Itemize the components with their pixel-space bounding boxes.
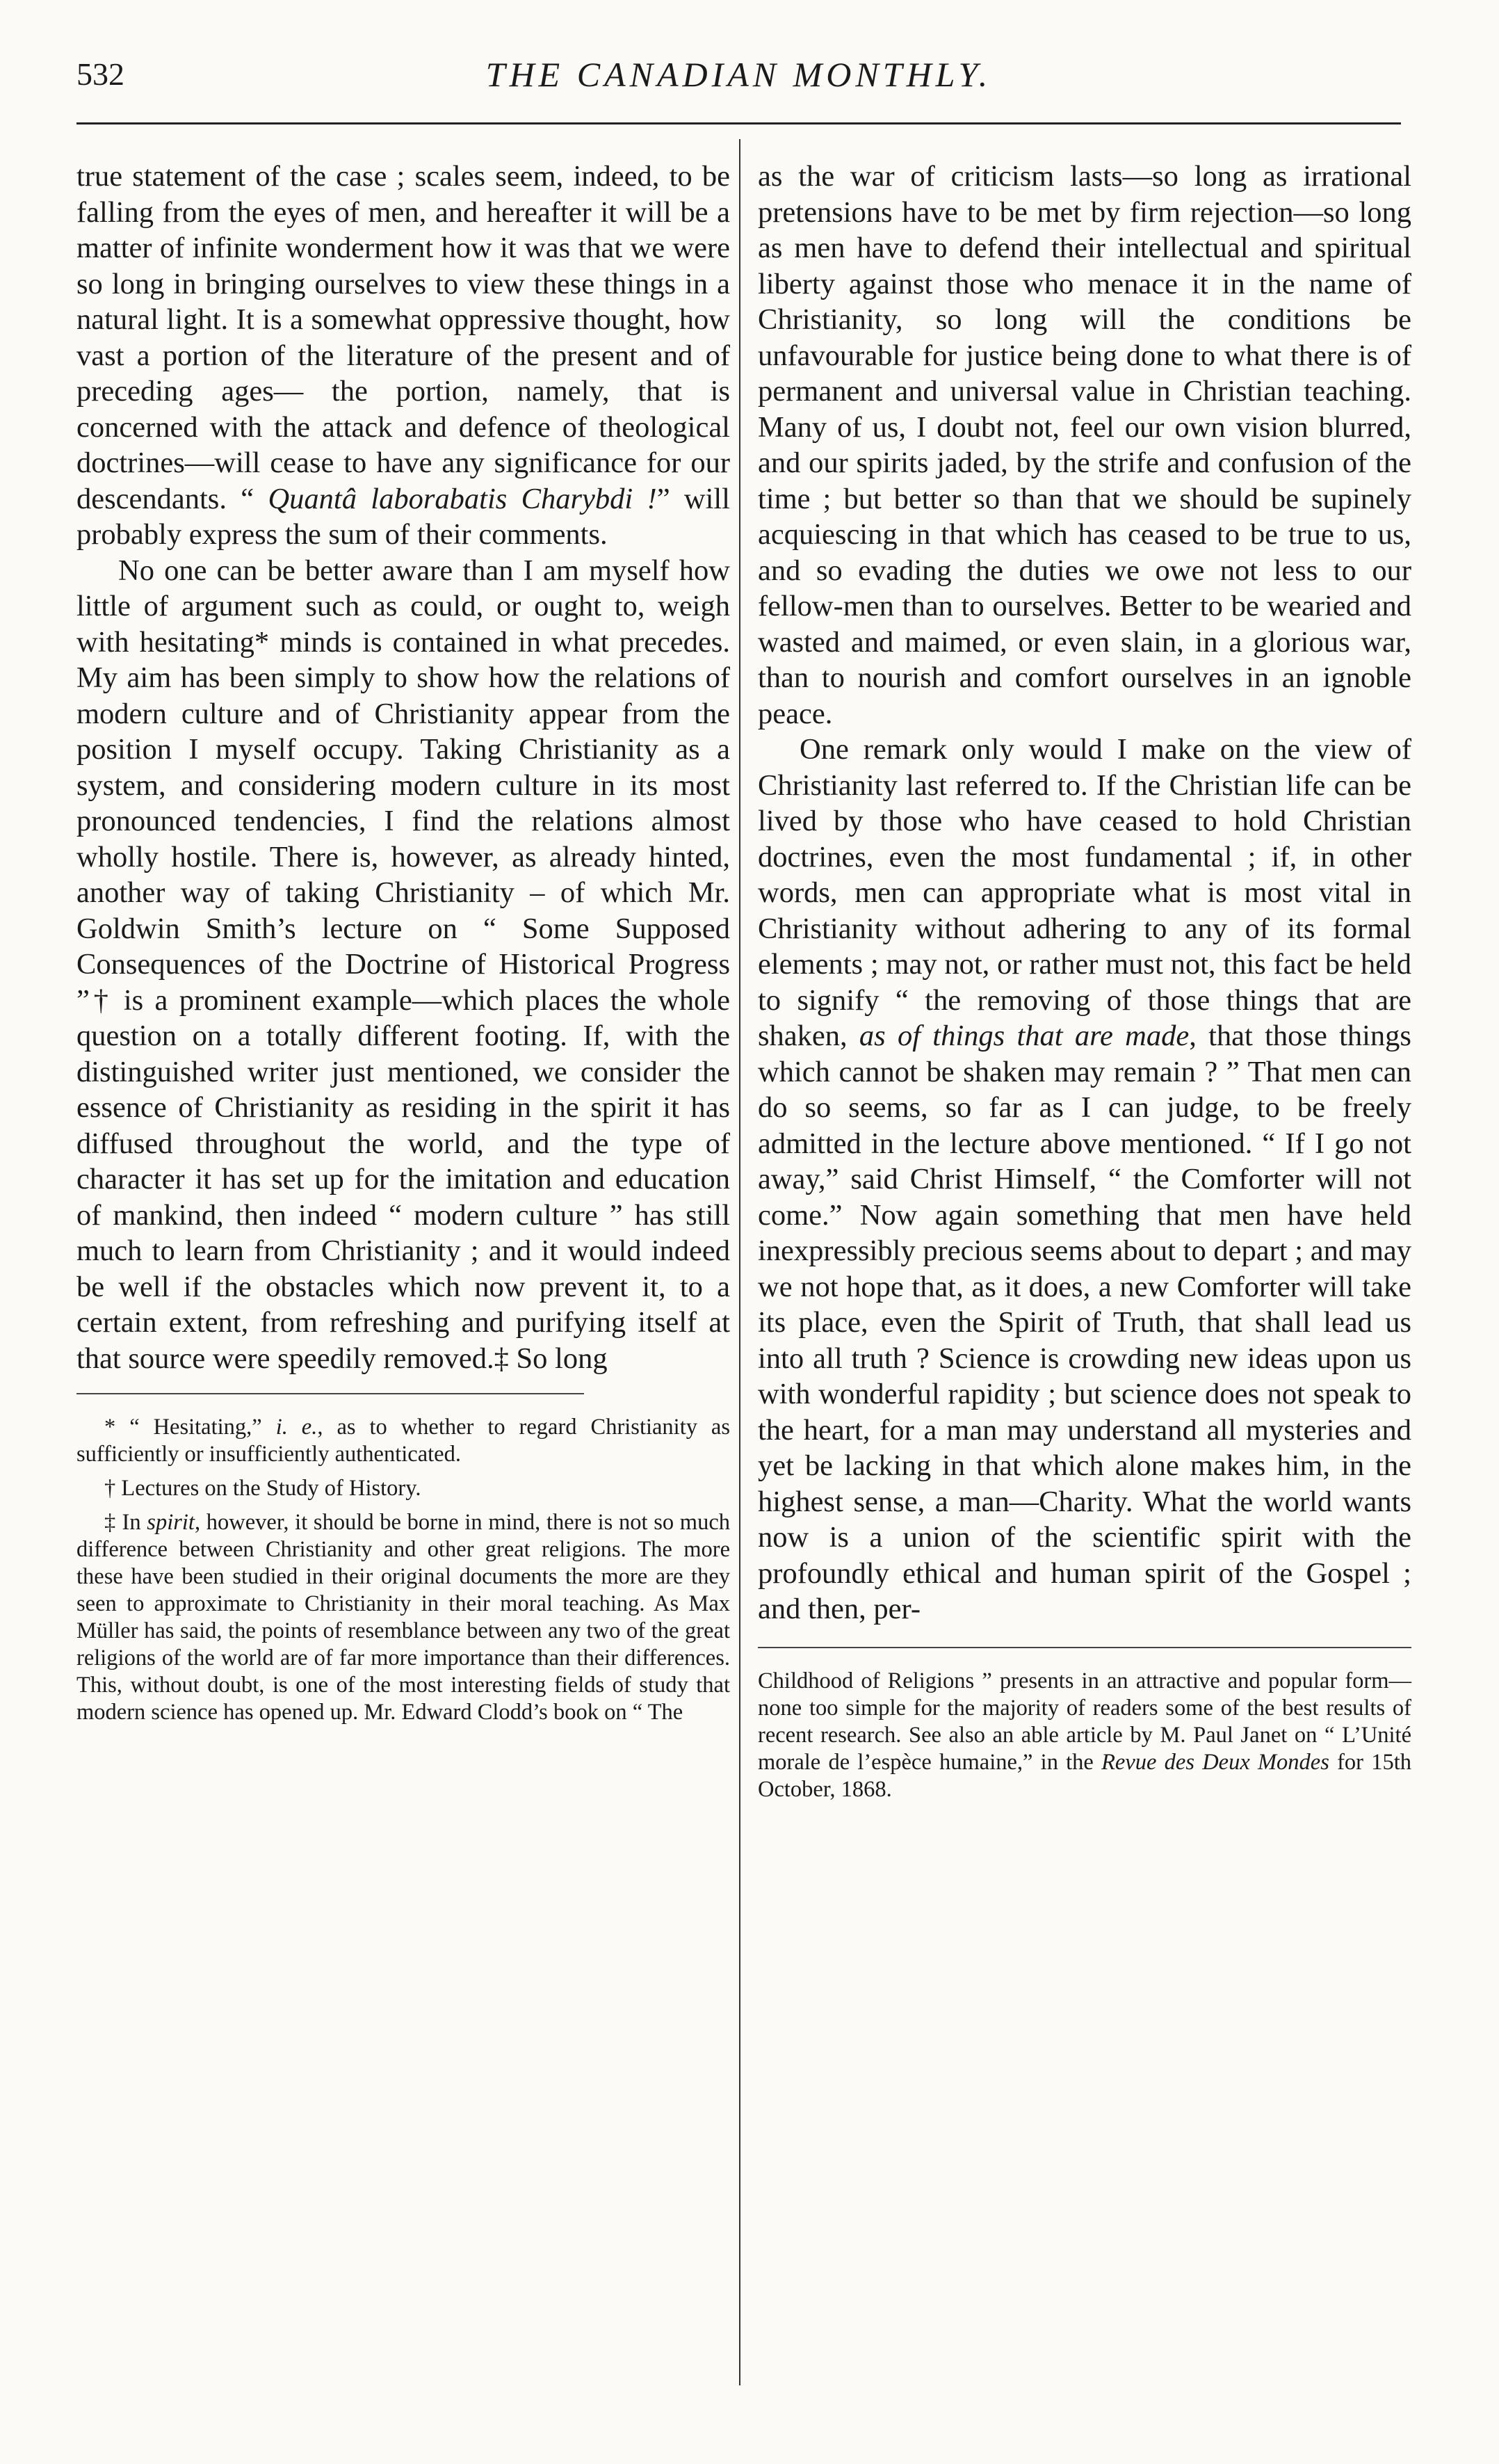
latin-quotation: Quantâ laborabatis Charybdi ! <box>268 482 657 515</box>
left-footnote-rule <box>76 1393 584 1394</box>
left-paragraph-1 <box>76 159 730 553</box>
right-paragraph-2-end: , that those things which cannot be shaken may remain ? ” That men can do so seems, so far as I can judge, to be freely admitted in the lecture above mentioned. “ If I go not away,” said Christ Himself, “ the Comforter will not come.” Now again something that men have held inexpressibly precious seems about to depart ; and may we not hope that, as it does, a new Comforter will take its place, even the Spirit of Truth, that shall lead us into all truth ? Science is crowding new ideas upon us with wonderful rapidity ; but science does not speak to the heart, for a man may understand all mysteries and yet be lacking in that which alone makes him, in the highest sense, a man—Charity. What the world wants now is a union of the scientific spirit with the profoundly ethical and human spirit of the Gospel ; and then, per- <box>758 1020 1411 1625</box>
journal-title: Revue des Deux Mondes <box>1101 1749 1329 1775</box>
left-footnotes <box>76 1414 730 1726</box>
footnote-asterisk-text: * “ Hesitating,” <box>104 1415 276 1440</box>
footnote-continuation-text: Childhood of Religions ” presents in an attractive and popular form—none too simple for the majority of readers some of the best results of recent research. See also an able article by M. Paul Janet on “ L’Unité morale de l’espèce humaine,” in the <box>758 1668 1411 1775</box>
right-body-text <box>758 159 1411 1627</box>
footnote-continuation <box>758 1668 1411 1803</box>
left-paragraph-1-text: true statement of the case ; scales seem, indeed, to be falling from the eyes of men, and hereafter it will be a matter of infinite wonderment how it was that we were so long in bringing ourselves to view these things in a natural light. It is a somewhat oppressive thought, how vast a portion of the literature of the present and of preceding ages— the portion, namely, that is concerned with the attack and defence of theological doctrines—will cease to have any significance for our descendants. “ <box>76 160 730 515</box>
footnote-asterisk <box>76 1414 730 1468</box>
footnote-asterisk-italic: i. e. <box>275 1415 318 1440</box>
left-paragraph-2: No one can be better aware than I am myself how little of argument such as could, or ought to, weigh with hesitating* minds is contained in what precedes. My aim has been simply to show how the relations of modern culture and of Christianity appear from the position I myself occupy. Taking Christianity as a system, and considering modern culture in its most pronounced tendencies, I find the relations almost wholly hostile. There is, however, as already hinted, another way of taking Christianity – of which Mr. Goldwin Smith’s lecture on “ Some Supposed Consequences of the Doctrine of Historical Progress ”† is a prominent example—which places the whole question on a totally different footing. If, with the distinguished writer just mentioned, we consider the essence of Christianity as residing in the spirit it has diffused throughout the world, and the type of character it has set up for the imitation and education of mankind, then indeed “ modern culture ” has still much to learn from Christianity ; and it would indeed be well if the obstacles which now prevent it, to a certain extent, from refreshing and purifying itself at that source were speedily removed.‡ So long <box>76 554 730 1375</box>
right-paragraph-1: as the war of criticism lasts—so long as irrational pretensions have to be met by firm rejection—so long as men have to defend their intellectual and spiritual liberty against those who menace it in the name of Christianity, so long will the conditions be unfavourable for justice being done to what there is of permanent and universal value in Christian teaching. Many of us, I doubt not, feel our own vision blurred, and our spirits jaded, by the strife and confusion of the time ; but better so than that we should be supinely acquiescing in that which has ceased to be true to us, and so evading the duties we owe not less to our fellow-men than to ourselves. Better to be wearied and wasted and maimed, or even slain, in a glorious war, than to nourish and comfort ourselves in an ignoble peace. <box>758 160 1411 730</box>
biblical-quotation: as of things that are made <box>859 1020 1190 1052</box>
left-paragraph-1-end: ” will probably express the sum of their comments. <box>76 482 730 551</box>
right-footnotes <box>758 1668 1411 1803</box>
right-paragraph-2 <box>758 732 1411 1627</box>
footnote-double-dagger <box>76 1509 730 1726</box>
page-header <box>76 50 1401 106</box>
footnote-double-dagger-end: , however, it should be borne in mind, there is not so much difference between Christianity and other great religions. The more these have been studied in their original documents the more are they seen to approximate to Christianity in their moral teaching. As Max Müller has said, the points of resemblance between any two of the great religions of the world are of far more importance than their differences. This, without doubt, is one of the most interesting fields of study that modern science has opened up. Mr. Edward Clodd’s book on “ The <box>76 1510 731 1725</box>
left-column <box>76 159 730 1733</box>
page-number: 532 <box>76 56 124 92</box>
footnote-double-dagger-italic: spirit <box>147 1510 195 1535</box>
footnote-double-dagger-text: ‡ In <box>104 1510 147 1535</box>
column-divider <box>739 139 740 2385</box>
header-rule <box>76 122 1401 124</box>
footnote-continuation-end: for 15th October, 1868. <box>758 1749 1411 1802</box>
footnote-dagger <box>76 1475 730 1502</box>
left-body-text <box>76 159 730 1376</box>
right-footnote-rule <box>758 1647 1411 1648</box>
right-paragraph-2-text: One remark only would I make on the view of Christianity last referred to. If the Christian life can be lived by those who have ceased to hold Christian doctrines, even the most fundamental ; if, in other words, men can appropriate what is most vital in Christianity without adhering to any of its formal elements ; may not, or rather must not, this fact be held to signify “ the removing of those things that are shaken, <box>758 733 1411 1052</box>
footnote-dagger-text: † Lectures on the Study of History. <box>104 1476 421 1501</box>
running-title: THE CANADIAN MONTHLY. <box>485 55 992 94</box>
footnote-asterisk-end: , as to whether to regard Christianity as sufficiently or insufficiently authenticated. <box>76 1415 731 1467</box>
right-column <box>758 159 1411 1810</box>
